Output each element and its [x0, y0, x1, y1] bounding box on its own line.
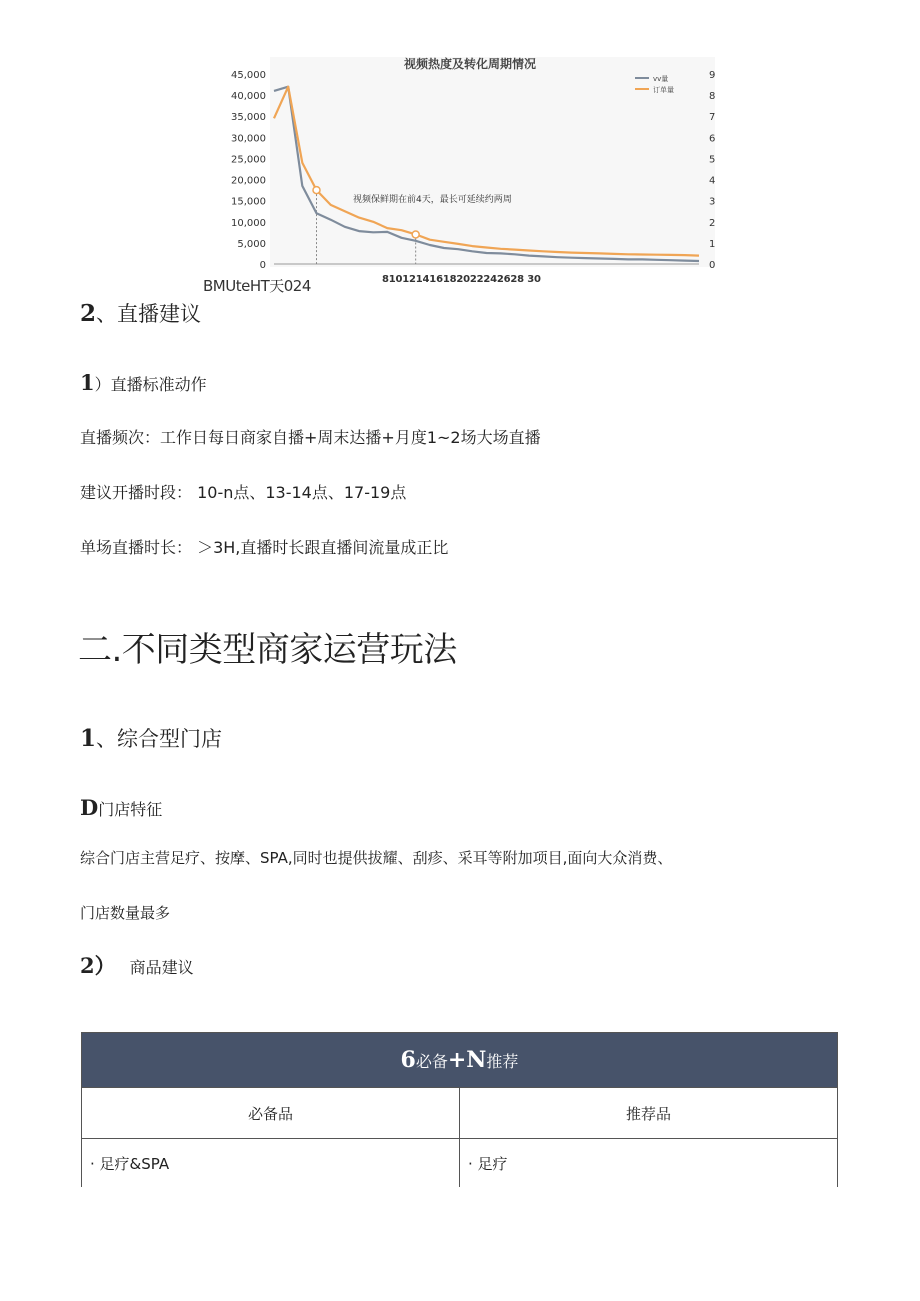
- section-number: 2: [80, 300, 97, 327]
- section-heading-live: [80, 298, 201, 328]
- y-right-tick-label: 4: [709, 175, 716, 187]
- sub-number: 1: [80, 370, 95, 395]
- y-left-tick-label: 40,000: [231, 91, 266, 103]
- x-axis-label-right: 810121416182022242628 30: [382, 274, 541, 285]
- chapter-title: 二.不同类型商家运营玩法: [78, 630, 457, 670]
- y-right-tick-label: 7: [709, 112, 716, 124]
- y-right-tick-label: 1: [709, 238, 716, 250]
- paragraph-store-count: 门店数量最多: [80, 904, 171, 922]
- header-number: 6: [400, 1047, 416, 1073]
- y-left-tick-label: 15,000: [231, 196, 266, 208]
- x-axis-label-left: BMUteHT天024: [203, 277, 311, 295]
- sub-title: 商品建议: [129, 958, 194, 977]
- paragraph-duration: 单场直播时长： ＞3H,直播时长跟直播间流量成正比: [80, 538, 449, 557]
- y-left-tick-label: 5,000: [237, 238, 266, 250]
- paragraph-frequency: 直播频次：工作日每日商家自播+周末达播+月度1~2场大场直播: [80, 428, 541, 447]
- paragraph-time-slots: 建议开播时段： 10-n点、13-14点、17-19点: [80, 483, 407, 502]
- legend-label: 订单量: [653, 86, 674, 94]
- y-right-tick-label: 2: [709, 217, 716, 229]
- y-left-tick-label: 25,000: [231, 154, 266, 166]
- chart-svg: [215, 52, 720, 272]
- header-text: 必备: [415, 1052, 448, 1071]
- paragraph-store-desc: 综合门店主营足疗、按摩、SPA,同时也提供拔耀、刮疹、采耳等附加项目,面向大众消费、: [80, 849, 673, 867]
- header-plus-n: +N: [447, 1047, 487, 1073]
- y-right-tick-label: 3: [709, 196, 716, 208]
- column-header-recommended: 推荐品: [460, 1088, 838, 1139]
- section-number: 1: [80, 725, 97, 752]
- y-left-tick-label: 0: [259, 260, 266, 271]
- subheading-product-advice: [80, 950, 194, 980]
- series-point-marker: [313, 187, 320, 194]
- y-right-tick-label: 6: [709, 133, 716, 145]
- section-heading-comprehensive: [80, 723, 222, 753]
- chart-title: 视频热度及转化周期情况: [403, 57, 537, 71]
- chart-annotation: 视频保鲜期在前4天，最长可延续约两周: [353, 195, 512, 205]
- section-title: 、直播建议: [96, 302, 202, 326]
- table-main-header: [82, 1033, 838, 1088]
- table-cell-required: · 足疗&SPA: [82, 1139, 460, 1188]
- y-right-tick-label: 9: [709, 70, 716, 81]
- y-right-tick-label: 5: [709, 154, 716, 166]
- y-right-tick-label: 0: [709, 260, 716, 271]
- column-header-required: 必备品: [82, 1088, 460, 1139]
- table-cell-recommended: · 足疗: [460, 1139, 838, 1188]
- y-left-tick-label: 10,000: [231, 217, 266, 229]
- sub-number: D: [80, 795, 99, 820]
- subheading-store-features: [80, 795, 162, 820]
- sub-number: 2）: [80, 953, 116, 978]
- subheading-live-standard: [80, 370, 207, 395]
- y-left-tick-label: 30,000: [231, 133, 266, 145]
- video-heat-chart: [215, 52, 720, 272]
- y-left-tick-label: 20,000: [231, 175, 266, 187]
- y-left-tick-label: 45,000: [231, 70, 266, 81]
- series-point-marker: [412, 231, 419, 238]
- header-text-2: 推荐: [486, 1052, 519, 1071]
- y-left-tick-label: 35,000: [231, 112, 266, 124]
- legend-label: vv量: [653, 75, 669, 83]
- y-right-tick-label: 8: [709, 91, 716, 103]
- sub-title: ）直播标准动作: [94, 375, 207, 394]
- section-title: 、综合型门店: [96, 727, 223, 751]
- product-table: [81, 1032, 838, 1187]
- sub-title: 门店特征: [98, 800, 163, 819]
